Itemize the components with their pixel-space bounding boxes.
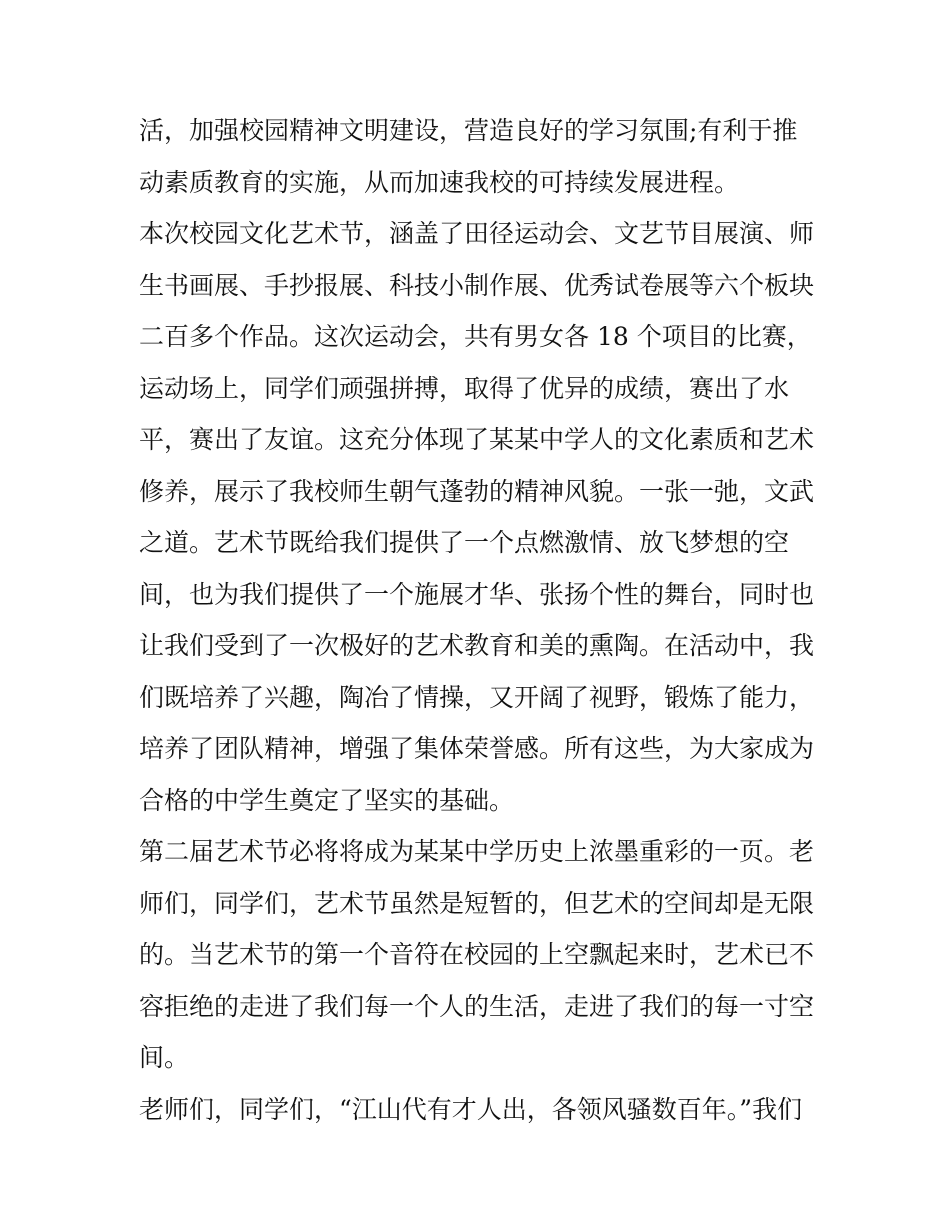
- text-line: 间。: [139, 1043, 190, 1072]
- text-line: 间，也为我们提供了一个施展才华、张扬个性的舞台，同时也: [139, 579, 815, 609]
- text-line: 生书画展、手抄报展、科技小制作展、优秀试卷展等六个板块: [139, 270, 815, 300]
- text-line: 的。当艺术节的第一个音符在校园的上空飘起来时，艺术已不: [139, 940, 815, 969]
- text-line: 动素质教育的实施，从而加速我校的可持续发展进程。: [139, 167, 740, 197]
- text-line: 老师们，同学们，“江山代有才人出，各领风骚数百年。”我们: [139, 1094, 803, 1124]
- text-line: 之道。艺术节既给我们提供了一个点燃激情、放飞梦想的空: [139, 528, 790, 557]
- text-line: 第二届艺术节必将将成为某某中学历史上浓墨重彩的一页。老: [139, 837, 815, 866]
- text-line: 让我们受到了一次极好的艺术教育和美的熏陶。在活动中，我: [139, 631, 815, 660]
- text-line: 培养了团队精神，增强了集体荣誉感。所有这些，为大家成为: [139, 734, 815, 763]
- text-line: 活，加强校园精神文明建设，营造良好的学习氛围;有利于推: [139, 116, 798, 145]
- text-line: 运动场上，同学们顽强拼搏，取得了优异的成绩，赛出了水: [139, 373, 790, 403]
- text-line: 合格的中学生奠定了坚实的基础。: [139, 785, 515, 815]
- text-line: 平，赛出了友谊。这充分体现了某某中学人的文化素质和艺术: [139, 425, 815, 454]
- text-line: 二百多个作品。这次运动会，共有男女各 18 个项目的比赛，: [139, 322, 812, 351]
- text-line: 修养，展示了我校师生朝气蓬勃的精神风貌。一张一弛，文武: [139, 476, 815, 506]
- text-line: 师们，同学们，艺术节虽然是短暂的，但艺术的空间却是无限: [139, 888, 815, 918]
- text-line: 本次校园文化艺术节，涵盖了田径运动会、文艺节目展演、师: [139, 219, 815, 248]
- text-line: 容拒绝的走进了我们每一个人的生活，走进了我们的每一寸空: [139, 991, 815, 1021]
- text-line: 们既培养了兴趣，陶冶了情操，又开阔了视野，锻炼了能力，: [139, 682, 815, 712]
- body-text: [139, 105, 819, 1135]
